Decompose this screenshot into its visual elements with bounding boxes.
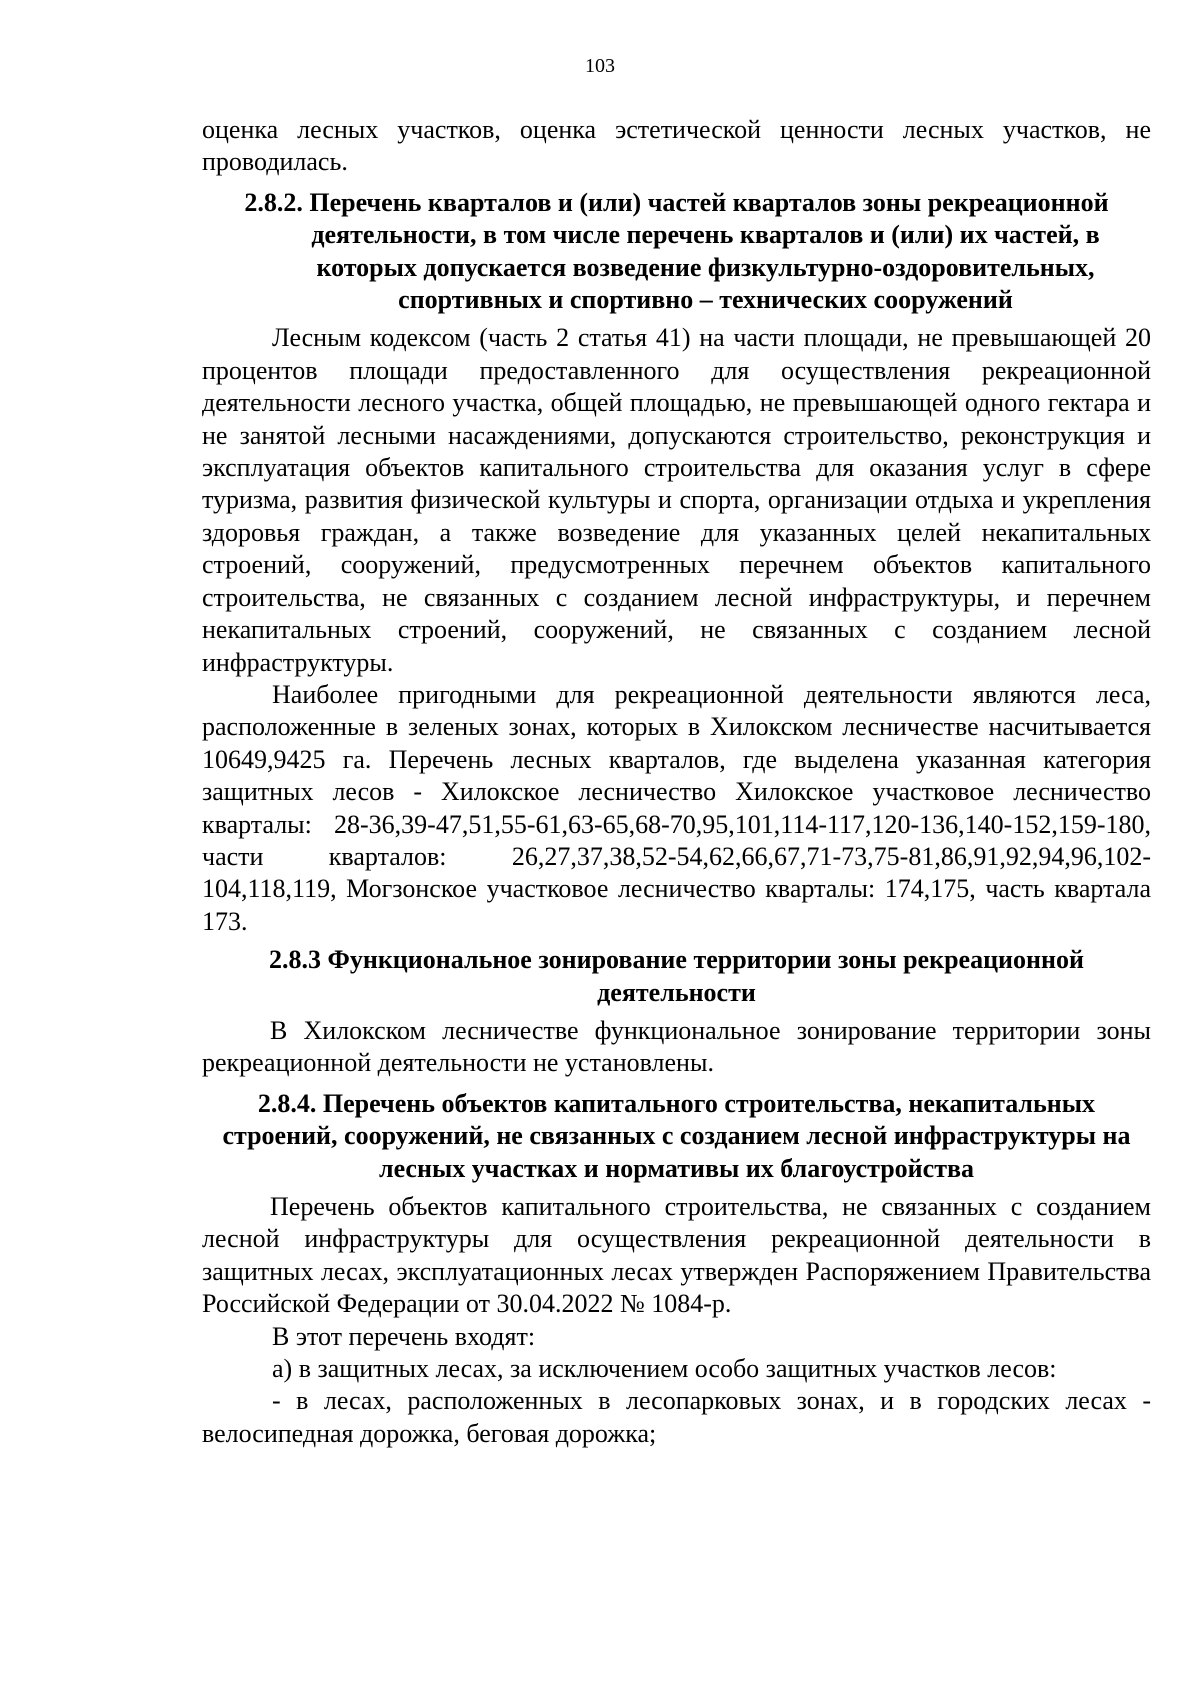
section-2-8-4-heading: 2.8.4. Перечень объектов капитального строительства, некапитальных строений, сооружений, не связанных с созданием лесной инфраструктуры на лесных участках и нормативы их благоустройства xyxy=(222,1088,1131,1183)
list-item-a-subitem: - в лесах, расположенных в лесопарковых зонах, и в городских лесах - велосипедная дорожка, беговая дорожка; xyxy=(202,1386,1151,1448)
section-2-8-4-paragraph-1: Перечень объектов капитального строительства, не связанных с созданием лесной инфраструктуры для осуществления рекреационной деятельности в защитных лесах, эксплуатационных лесах утвержден Распоряжением Правительства Российской Федерации от 30.04.2022 № 1084-р. xyxy=(202,1192,1151,1319)
section-2-8-2-paragraph-2: Наиболее пригодными для рекреационной деятельности являются леса, расположенные в зеленых зонах, которых в Хилокском лесничестве насчитывается 10649,9425 га. Перечень лесных кварталов, где выделена указанная категория защитных лесов - Хилокское лесничество Хилокское участковое лесничество кварталы: 28-36,39-47,51,55-61,63-65,68-70,95,101,114-117,120-136,140-152,159-180, части кварталов: 26,27,37,38,52-54,62,66,67,71-73,75-81,86,91,92,94,96,102-104,118,119, Могзонское участковое лесничество кварталы: 174,175, часть квартала 173. xyxy=(202,679,1151,936)
section-2-8-2-paragraph-1: Лесным кодексом (часть 2 статья 41) на части площади, не превышающей 20 процентов площади предоставленного для осуществления рекреационной деятельности лесного участка, общей площадью, не превышающей одного гектара и не занятой лесными насаждениями, допускаются строительство, реконструкция и эксплуатация объектов капитального строительства для оказания услуг в сфере туризма, развития физической культуры и спорта, организации отдыха и укрепления здоровья граждан, а также возведение для указанных целей некапитальных строений, сооружений, предусмотренных перечнем объектов капитального строительства, не связанных с созданием лесной инфраструктуры, и перечнем некапитальных строений, сооружений, не связанных с созданием лесной инфраструктуры. xyxy=(202,323,1151,677)
list-item-a: а) в защитных лесах, за исключением особо защитных участков лесов: xyxy=(272,1354,1057,1384)
page-number: 103 xyxy=(585,55,615,77)
section-2-8-3-paragraph-1: В Хилокском лесничестве функциональное зонирование территории зоны рекреационной деятельности не установлены. xyxy=(202,1015,1151,1078)
section-2-8-2-heading: 2.8.2. Перечень кварталов и (или) частей кварталов зоны рекреационной деятельности, в том числе перечень кварталов и (или) их частей, в которых допускается возведение физкультурно-оздоровительных, спортивных и спортивно – технических сооружений xyxy=(244,187,1109,315)
list-intro: В этот перечень входят: xyxy=(272,1321,536,1351)
document-body xyxy=(202,114,1151,1450)
intro-continuation-paragraph: оценка лесных участков, оценка эстетической ценности лесных участков, не проводилась. xyxy=(202,115,1151,177)
section-2-8-3-heading: 2.8.3 Функциональное зонирование территории зоны рекреационной деятельности xyxy=(269,945,1084,1007)
